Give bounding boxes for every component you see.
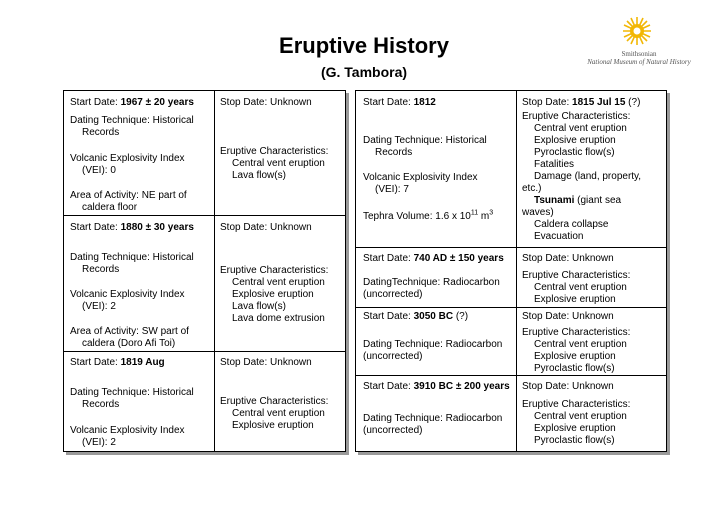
vei-value: (VEI): 7 bbox=[375, 184, 409, 195]
eruptive-characteristic: Lava flow(s) bbox=[232, 301, 286, 312]
tsunami-characteristic-wrap: waves) bbox=[522, 207, 554, 218]
eruptive-characteristic: Explosive eruption bbox=[534, 294, 616, 305]
eruptive-characteristic: Explosive eruption bbox=[534, 135, 616, 146]
dating-technique-value: (uncorrected) bbox=[363, 289, 423, 300]
sun-icon bbox=[622, 16, 652, 46]
dating-technique-value: (uncorrected) bbox=[363, 351, 423, 362]
start-date-value: 3910 BC ± 200 years bbox=[413, 381, 510, 392]
eruptive-characteristic: Pyroclastic flow(s) bbox=[534, 363, 615, 374]
eruptive-characteristic: Lava dome extrusion bbox=[232, 313, 325, 324]
eruptive-characteristic: Central vent eruption bbox=[534, 123, 627, 134]
eruptive-characteristics-label: Eruptive Characteristics: bbox=[220, 396, 329, 407]
eruptive-characteristic: Central vent eruption bbox=[534, 411, 627, 422]
stop-date-label: Stop Date: bbox=[522, 97, 573, 108]
stop-date-text: Stop Date: Unknown bbox=[220, 222, 312, 233]
vei-label: Volcanic Explosivity Index bbox=[70, 153, 185, 164]
start-date-label: Start Date: bbox=[363, 253, 414, 264]
stop-date-text: Stop Date: Unknown bbox=[522, 311, 614, 322]
eruptive-characteristic: Caldera collapse bbox=[534, 219, 609, 230]
eruptive-characteristic: Central vent eruption bbox=[534, 282, 627, 293]
dating-technique-value: Records bbox=[375, 147, 413, 158]
start-date-value: 1819 Aug bbox=[120, 357, 165, 368]
eruptive-characteristic: Central vent eruption bbox=[232, 277, 325, 288]
start-date-label: Start Date: bbox=[363, 381, 414, 392]
stop-date-suffix: (?) bbox=[625, 97, 641, 108]
dating-technique: DatingTechnique: Radiocarbon bbox=[363, 277, 500, 288]
area-of-activity-value: caldera floor bbox=[82, 202, 138, 213]
stop-date-text: Stop Date: Unknown bbox=[220, 357, 312, 368]
area-of-activity-value: caldera (Doro Afi Toi) bbox=[82, 338, 176, 349]
vei-label: Volcanic Explosivity Index bbox=[363, 172, 478, 183]
start-date-label: Start Date: bbox=[363, 311, 414, 322]
eruptive-characteristic: Explosive eruption bbox=[232, 420, 314, 431]
tephra-volume: Tephra Volume: 1.6 x $10^{11}$ $m^3$ bbox=[363, 209, 494, 222]
stop-date-text: Stop Date: Unknown bbox=[522, 381, 614, 392]
eruptive-characteristic-wrap: etc.) bbox=[522, 183, 542, 194]
vei-value: (VEI): 2 bbox=[82, 301, 116, 312]
eruptive-characteristic: Central vent eruption bbox=[232, 408, 325, 419]
dating-technique: Dating Technique: Historical bbox=[70, 115, 194, 126]
eruptive-characteristic: Pyroclastic flow(s) bbox=[534, 147, 615, 158]
start-date-label: Start Date: bbox=[70, 357, 121, 368]
start-date-label: Start Date: bbox=[70, 222, 121, 233]
dating-technique-value: Records bbox=[82, 399, 120, 410]
start-date-suffix: (?) bbox=[453, 311, 469, 322]
logo-text-smithsonian: Smithsonian bbox=[621, 50, 657, 58]
eruptive-characteristic: Lava flow(s) bbox=[232, 170, 286, 181]
eruptive-characteristic: Explosive eruption bbox=[534, 423, 616, 434]
eruptive-characteristic: Pyroclastic flow(s) bbox=[534, 435, 615, 446]
eruptive-characteristics-label: Eruptive Characteristics: bbox=[220, 146, 329, 157]
eruptive-characteristic: Explosive eruption bbox=[534, 351, 616, 362]
page-subtitle: (G. Tambora) bbox=[320, 64, 408, 80]
start-date-value: 1967 ± 20 years bbox=[120, 97, 194, 108]
stop-date-text: Stop Date: Unknown bbox=[220, 97, 312, 108]
smithsonian-logo bbox=[574, 16, 704, 76]
area-of-activity: Area of Activity: SW part of bbox=[70, 326, 189, 337]
vei-label: Volcanic Explosivity Index bbox=[70, 425, 185, 436]
dating-technique: Dating Technique: Radiocarbon bbox=[363, 339, 503, 350]
eruptive-characteristic: Explosive eruption bbox=[232, 289, 314, 300]
eruptive-characteristics-label: Eruptive Characteristics: bbox=[522, 111, 631, 122]
start-date-label: Start Date: bbox=[363, 97, 414, 108]
eruptive-characteristic: Damage (land, property, bbox=[534, 171, 642, 182]
start-date-value: 740 AD ± 150 years bbox=[413, 253, 504, 264]
dating-technique: Dating Technique: Historical bbox=[70, 252, 194, 263]
dating-technique: Dating Technique: Radiocarbon bbox=[363, 413, 503, 424]
eruptive-characteristic: Evacuation bbox=[534, 231, 584, 242]
right-eruption-table bbox=[355, 90, 667, 452]
start-date-value: 3050 BC bbox=[413, 311, 454, 322]
dating-technique: Dating Technique: Historical bbox=[70, 387, 194, 398]
eruptive-characteristic: Fatalities bbox=[534, 159, 575, 170]
eruptive-characteristic: Central vent eruption bbox=[534, 339, 627, 350]
eruptive-characteristics-label: Eruptive Characteristics: bbox=[522, 270, 631, 281]
stop-date-text: Stop Date: Unknown bbox=[522, 253, 614, 264]
eruptive-characteristics-label: Eruptive Characteristics: bbox=[220, 265, 329, 276]
area-of-activity: Area of Activity: NE part of bbox=[70, 190, 187, 201]
logo-text-museum: National Museum of Natural History bbox=[587, 58, 691, 66]
dating-technique-value: Records bbox=[82, 127, 120, 138]
vei-value: (VEI): 0 bbox=[82, 165, 116, 176]
eruptive-characteristics-label: Eruptive Characteristics: bbox=[522, 399, 631, 410]
eruptive-characteristic: Central vent eruption bbox=[232, 158, 325, 169]
vei-label: Volcanic Explosivity Index bbox=[70, 289, 185, 300]
dating-technique-value: (uncorrected) bbox=[363, 425, 423, 436]
stop-date-value: 1815 Jul 15 bbox=[572, 97, 626, 108]
dating-technique-value: Records bbox=[82, 264, 120, 275]
eruptive-characteristics-label: Eruptive Characteristics: bbox=[522, 327, 631, 338]
tsunami-characteristic: Tsunami (giant sea bbox=[534, 195, 622, 206]
page-title: Eruptive History bbox=[279, 33, 449, 58]
left-eruption-table bbox=[63, 90, 346, 452]
start-date-value: 1880 ± 30 years bbox=[120, 222, 194, 233]
start-date-label: Start Date: bbox=[70, 97, 121, 108]
start-date-value: 1812 bbox=[413, 97, 436, 108]
dating-technique: Dating Technique: Historical bbox=[363, 135, 487, 146]
vei-value: (VEI): 2 bbox=[82, 437, 116, 448]
